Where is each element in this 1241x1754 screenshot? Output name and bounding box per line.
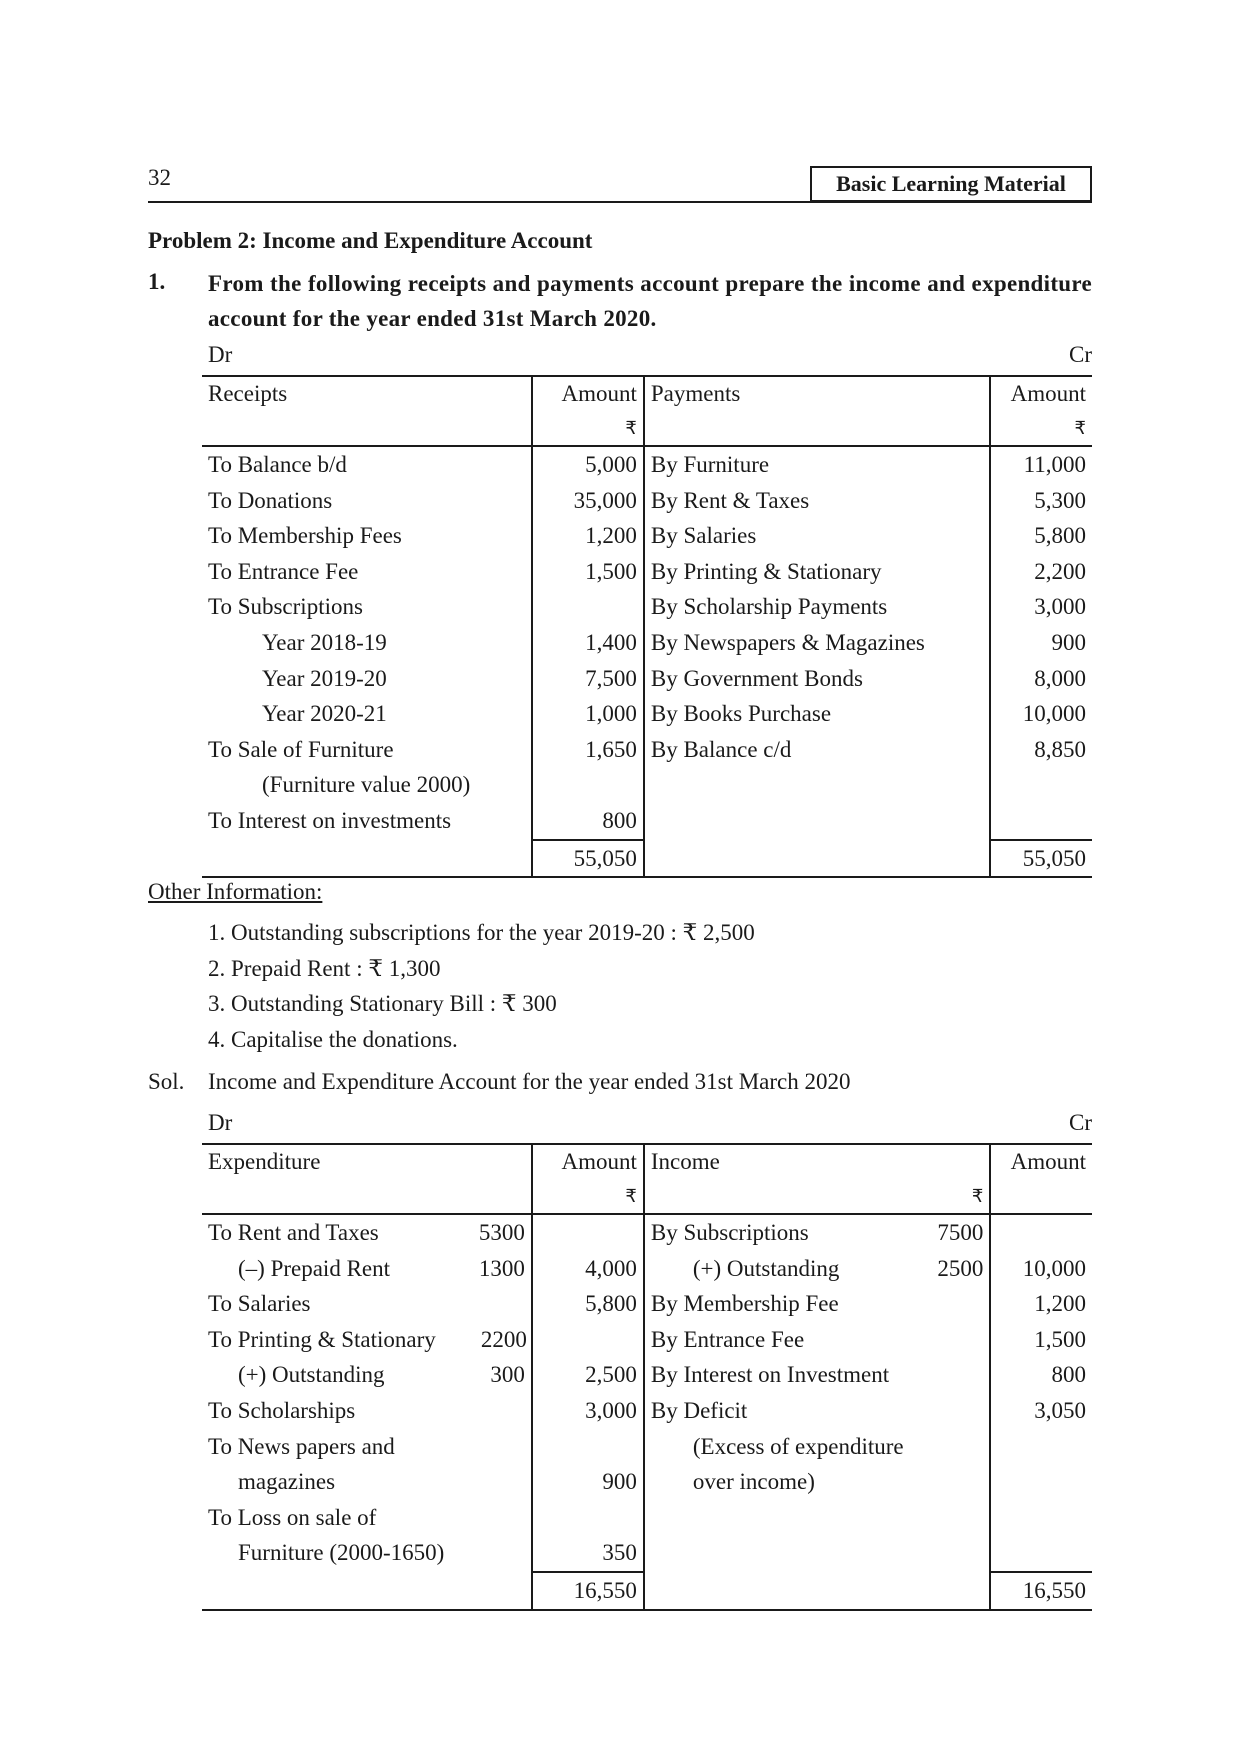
payment-amount: 8,850 bbox=[990, 732, 1092, 768]
income-amount bbox=[990, 1535, 1092, 1572]
expenditure-amount: 3,000 bbox=[532, 1393, 644, 1429]
income-amount: 10,000 bbox=[990, 1251, 1092, 1287]
expenditure-subamount: 5300 bbox=[478, 1220, 525, 1245]
receipt-amount: 1,650 bbox=[532, 732, 644, 768]
total-receipts: 55,050 bbox=[532, 840, 644, 878]
payment-item: By Government Bonds bbox=[650, 665, 863, 691]
list-item: 4. Capitalise the donations. bbox=[208, 1026, 458, 1052]
payment-amount: 11,000 bbox=[990, 446, 1092, 483]
table-row bbox=[202, 1393, 1092, 1429]
expenditure-amount bbox=[532, 1429, 644, 1465]
table-header-row bbox=[202, 1144, 1092, 1178]
receipt-amount: 1,400 bbox=[532, 625, 644, 661]
income-subamount: 2500 bbox=[937, 1255, 984, 1281]
table-row bbox=[202, 767, 1092, 803]
col-expenditure: Expenditure bbox=[202, 1144, 532, 1178]
income-amount: 1,200 bbox=[990, 1286, 1092, 1322]
list-item: 2. Prepaid Rent : ₹ 1,300 bbox=[208, 955, 441, 981]
income-item: By Membership Fee bbox=[650, 1291, 839, 1317]
receipts-payments-table bbox=[202, 375, 1092, 878]
receipt-item: To Donations bbox=[208, 487, 333, 513]
receipt-amount: 7,500 bbox=[532, 661, 644, 697]
table-row bbox=[202, 1357, 1092, 1393]
payment-item bbox=[644, 803, 990, 840]
expenditure-item: To Scholarships bbox=[208, 1397, 356, 1423]
table-row bbox=[202, 518, 1092, 554]
expenditure-amount: 5,800 bbox=[532, 1286, 644, 1322]
income-amount bbox=[990, 1429, 1092, 1465]
table-row bbox=[202, 1251, 1092, 1287]
total-income: 16,550 bbox=[990, 1572, 1092, 1610]
receipt-amount: 1,000 bbox=[532, 696, 644, 732]
problem-title: Problem 2: Income and Expenditure Account bbox=[148, 228, 593, 253]
expenditure-amount bbox=[532, 1214, 644, 1251]
expenditure-amount: 350 bbox=[532, 1535, 644, 1572]
payment-item: By Balance c/d bbox=[650, 736, 792, 762]
other-information-list bbox=[208, 915, 755, 1057]
income-amount: 800 bbox=[990, 1357, 1092, 1393]
receipt-amount: 1,200 bbox=[532, 518, 644, 554]
table-row bbox=[202, 696, 1092, 732]
receipt-item: Year 2018-19 bbox=[262, 629, 387, 655]
payment-item: By Rent & Taxes bbox=[650, 487, 810, 513]
table-row bbox=[202, 625, 1092, 661]
income-amount bbox=[990, 1464, 1092, 1500]
receipt-item: To Sale of Furniture bbox=[208, 736, 394, 762]
receipt-amount: 1,500 bbox=[532, 554, 644, 590]
total-row bbox=[202, 840, 1092, 878]
payment-item: By Furniture bbox=[650, 452, 770, 477]
col-amount-right: Amount bbox=[990, 376, 1092, 410]
payment-amount: 5,300 bbox=[990, 483, 1092, 519]
table-row bbox=[202, 1322, 1092, 1358]
income-item: (Excess of expenditure bbox=[692, 1433, 904, 1459]
expenditure-subamount: 1300 bbox=[478, 1255, 525, 1281]
expenditure-amount: 4,000 bbox=[532, 1251, 644, 1287]
receipt-item: To Membership Fees bbox=[208, 523, 402, 549]
col-receipts: Receipts bbox=[202, 376, 532, 410]
question-number: 1. bbox=[148, 269, 166, 294]
table-row bbox=[202, 803, 1092, 840]
list-item: 1. Outstanding subscriptions for the year 2019-20 : ₹ 2,500 bbox=[208, 920, 755, 945]
expenditure-subamount: 2200 bbox=[480, 1326, 527, 1352]
book-title-box: Basic Learning Material bbox=[810, 166, 1092, 202]
dr-label: Dr bbox=[208, 1110, 233, 1135]
expenditure-item: (+) Outstanding bbox=[238, 1362, 385, 1388]
total-expenditure: 16,550 bbox=[532, 1572, 644, 1610]
income-item: By Subscriptions bbox=[650, 1220, 809, 1245]
payment-item: By Newspapers & Magazines bbox=[650, 629, 925, 655]
rupee-header-row bbox=[202, 410, 1092, 446]
receipt-item: Year 2019-20 bbox=[262, 665, 387, 691]
receipt-item: To Entrance Fee bbox=[208, 558, 359, 584]
payment-item: By Salaries bbox=[650, 523, 757, 549]
expenditure-amount bbox=[532, 1500, 644, 1536]
rupee-header-row bbox=[202, 1178, 1092, 1214]
payment-amount: 3,000 bbox=[990, 589, 1092, 625]
expenditure-amount bbox=[532, 1322, 644, 1358]
table-row bbox=[202, 1464, 1092, 1500]
table-row bbox=[202, 554, 1092, 590]
expenditure-item: To Printing & Stationary bbox=[208, 1326, 436, 1352]
payment-amount: 8,000 bbox=[990, 661, 1092, 697]
rupee-icon: ₹ bbox=[1074, 418, 1086, 439]
income-item: By Entrance Fee bbox=[650, 1326, 805, 1352]
expenditure-amount: 900 bbox=[532, 1464, 644, 1500]
solution-title: Income and Expenditure Account for the year ended 31st March 2020 bbox=[208, 1069, 851, 1094]
income-item: over income) bbox=[692, 1469, 815, 1495]
receipt-item: To Interest on investments bbox=[208, 807, 452, 833]
expenditure-item: Furniture (2000-1650) bbox=[238, 1540, 445, 1566]
expenditure-item: magazines bbox=[238, 1469, 336, 1495]
payment-amount bbox=[990, 767, 1092, 803]
income-item: (+) Outstanding bbox=[692, 1255, 840, 1281]
payment-item bbox=[644, 767, 990, 803]
solution-label: Sol. bbox=[148, 1069, 185, 1094]
expenditure-item: To Loss on sale of bbox=[208, 1504, 377, 1530]
payment-amount: 2,200 bbox=[990, 554, 1092, 590]
income-amount: 3,050 bbox=[990, 1393, 1092, 1429]
income-item: By Deficit bbox=[650, 1397, 748, 1423]
rupee-icon: ₹ bbox=[971, 1186, 984, 1207]
expenditure-item: To Rent and Taxes bbox=[208, 1220, 379, 1245]
expenditure-subamount: 300 bbox=[490, 1362, 525, 1388]
expenditure-item: To Salaries bbox=[208, 1291, 311, 1317]
table-header-row bbox=[202, 376, 1092, 410]
table-row bbox=[202, 1286, 1092, 1322]
income-item: By Interest on Investment bbox=[650, 1362, 890, 1388]
list-item: 3. Outstanding Stationary Bill : ₹ 300 bbox=[208, 991, 557, 1016]
income-amount bbox=[990, 1214, 1092, 1251]
table-row bbox=[202, 1500, 1092, 1536]
col-income: Income bbox=[644, 1144, 990, 1178]
cr-label: Cr bbox=[1069, 1110, 1092, 1135]
table-row bbox=[202, 483, 1092, 519]
col-amount-left: Amount bbox=[532, 376, 644, 410]
header-rule bbox=[148, 201, 1092, 203]
income-amount: 1,500 bbox=[990, 1322, 1092, 1358]
receipt-amount: 5,000 bbox=[532, 446, 644, 483]
receipt-amount: 35,000 bbox=[532, 483, 644, 519]
col-payments: Payments bbox=[644, 376, 990, 410]
payment-amount: 5,800 bbox=[990, 518, 1092, 554]
payment-item: By Printing & Stationary bbox=[650, 558, 882, 584]
cr-label: Cr bbox=[1069, 342, 1092, 367]
rupee-icon: ₹ bbox=[625, 1186, 637, 1207]
receipt-item: To Subscriptions bbox=[208, 594, 363, 620]
table-row bbox=[202, 1214, 1092, 1251]
receipt-item: To Balance b/d bbox=[208, 452, 347, 477]
receipt-item: (Furniture value 2000) bbox=[262, 772, 471, 798]
total-payments: 55,050 bbox=[990, 840, 1092, 878]
other-information-title: Other Information: bbox=[148, 879, 323, 904]
receipt-item: Year 2020-21 bbox=[262, 701, 387, 727]
table-row bbox=[202, 661, 1092, 697]
income-amount bbox=[990, 1500, 1092, 1536]
expenditure-item: (–) Prepaid Rent bbox=[238, 1255, 391, 1281]
col-amount-left: Amount bbox=[532, 1144, 644, 1178]
page-number: 32 bbox=[148, 165, 171, 190]
payment-amount bbox=[990, 803, 1092, 840]
expenditure-item: To News papers and bbox=[208, 1433, 395, 1459]
table-row bbox=[202, 1535, 1092, 1572]
payment-amount: 900 bbox=[990, 625, 1092, 661]
receipt-amount: 800 bbox=[532, 803, 644, 840]
receipt-amount bbox=[532, 589, 644, 625]
table-row bbox=[202, 446, 1092, 483]
question-text: From the following receipts and payments account prepare the income and expenditure account for the year ended 31st March 2020. bbox=[208, 271, 1092, 331]
dr-label: Dr bbox=[208, 342, 233, 367]
payment-amount: 10,000 bbox=[990, 696, 1092, 732]
table-row bbox=[202, 1429, 1092, 1465]
total-row bbox=[202, 1572, 1092, 1610]
col-amount-right: Amount bbox=[990, 1144, 1092, 1178]
table-row bbox=[202, 589, 1092, 625]
table-row bbox=[202, 732, 1092, 768]
rupee-icon: ₹ bbox=[625, 418, 637, 439]
income-subamount: 7500 bbox=[937, 1220, 984, 1245]
expenditure-amount: 2,500 bbox=[532, 1357, 644, 1393]
receipt-amount bbox=[532, 767, 644, 803]
payment-item: By Books Purchase bbox=[650, 701, 832, 727]
payment-item: By Scholarship Payments bbox=[650, 594, 888, 620]
income-expenditure-table bbox=[202, 1143, 1092, 1611]
